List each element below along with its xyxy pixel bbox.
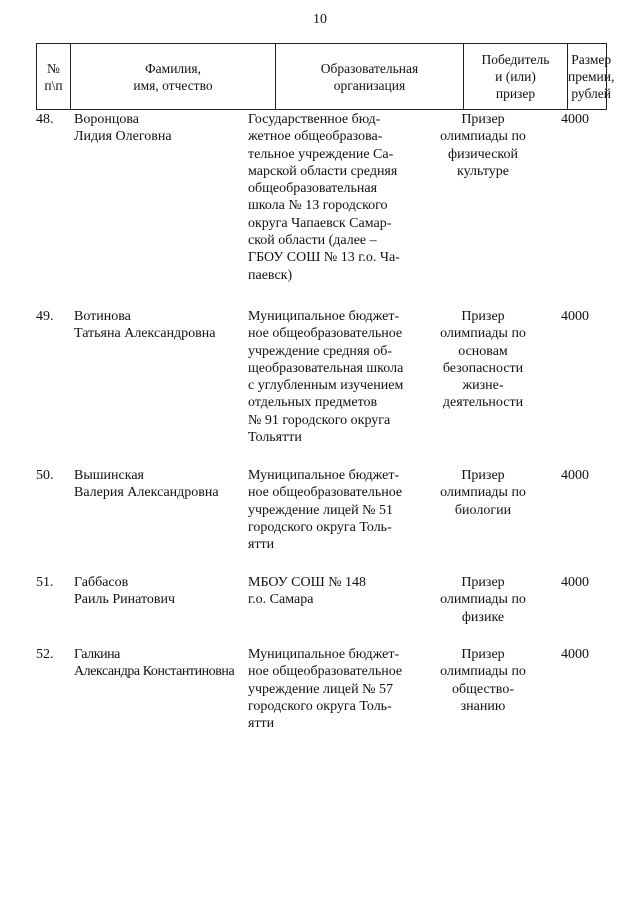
row-amount: 4000: [561, 468, 589, 483]
header-number: № п\п: [37, 44, 71, 109]
row-name: Вышинская Валерия Александровна: [74, 468, 219, 501]
row-amount: 4000: [561, 575, 589, 590]
row-name: Габбасов Раиль Ринатович: [74, 575, 176, 608]
row-amount: 4000: [561, 309, 589, 324]
row-number: 52.: [36, 647, 54, 662]
page-number: 10: [313, 12, 327, 27]
row-status: Призер олимпиады по основам безопасности жизне- деятельности: [440, 309, 526, 411]
header-name: Фамилия, имя, отчество: [71, 44, 276, 109]
row-name: Галкина Александра Константиновна: [74, 647, 235, 680]
row-organization: Муниципальное бюджет- ное общеобразовательное учреждение лицей № 51 городского округа Толь- ятти: [248, 468, 403, 553]
row-organization: Муниципальное бюджет- ное общеобразовательное учреждение лицей № 57 городского округа Толь- ятти: [248, 647, 403, 732]
row-number: 50.: [36, 468, 54, 483]
row-organization: Государственное бюд- жетное общеобразова- тельное учреждение Са- марской области средняя общеобразовательная школа № 13 городского округа Чапаевск Самар- ской области (далее – ГБОУ СОШ № 13 г.о. Ча- паевск): [248, 112, 400, 283]
row-name: Воронцова Лидия Олеговна: [74, 112, 172, 145]
row-number: 51.: [36, 575, 54, 590]
row-status: Призер олимпиады по биологии: [440, 468, 526, 518]
row-name: Вотинова Татьяна Александровна: [74, 309, 216, 342]
row-status: Призер олимпиады по общество- знанию: [440, 647, 526, 714]
row-status: Призер олимпиады по физике: [440, 575, 526, 625]
row-status: Призер олимпиады по физической культуре: [440, 112, 526, 179]
header-amount: Размер премии, рублей: [568, 52, 615, 101]
row-number: 48.: [36, 112, 54, 127]
header-organization: Образовательная организация: [276, 44, 464, 109]
row-amount: 4000: [561, 112, 589, 127]
row-organization: Муниципальное бюджет- ное общеобразовательное учреждение средняя об- щеобразовательная школа с углубленным изучением отдельных предметов № 91 городского округа Тольятти: [248, 309, 404, 446]
row-amount: 4000: [561, 647, 589, 662]
table-header: [36, 43, 615, 110]
row-number: 49.: [36, 309, 54, 324]
header-status: Победитель и (или) призер: [464, 44, 568, 109]
row-organization: МБОУ СОШ № 148 г.о. Самара: [248, 575, 367, 608]
